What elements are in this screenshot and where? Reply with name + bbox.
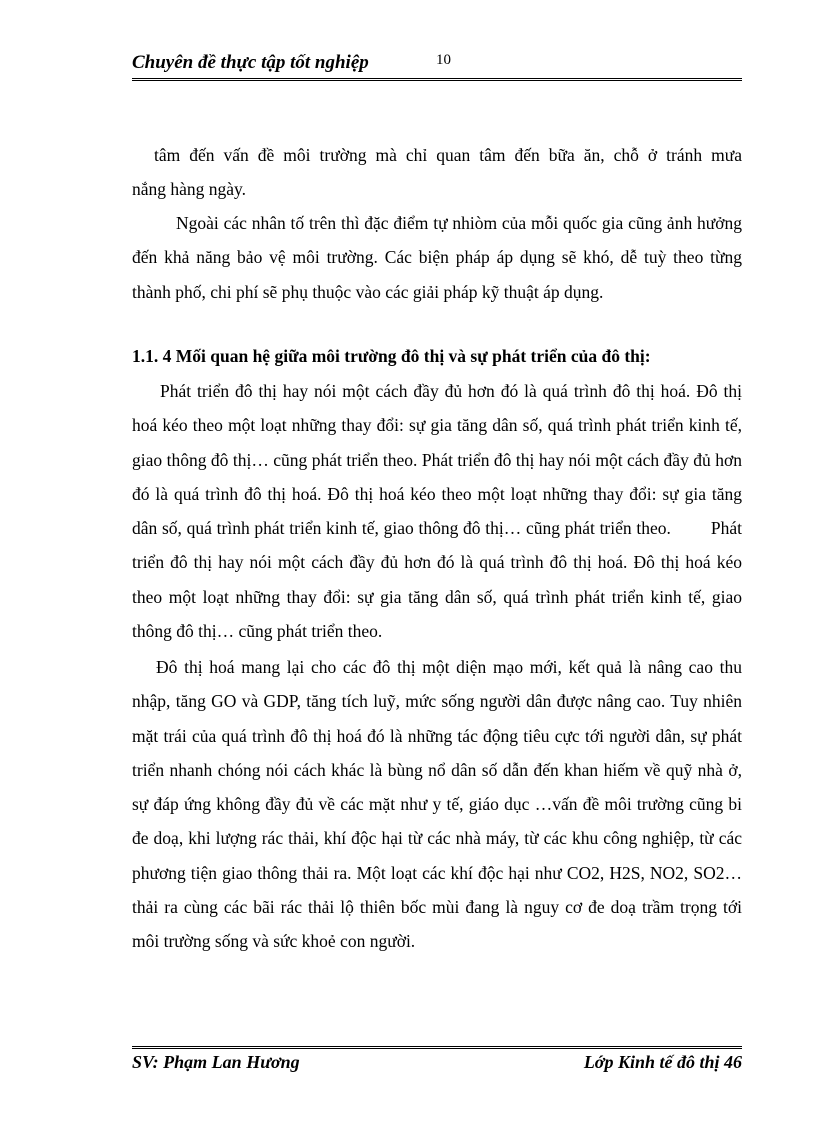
paragraph-3-part-1: Phát triển đô thị hay nói một cách đầy đủ hơn đó là quá trình đô thị hoá. Đô thị hoá kéo theo một loạt những thay đổi: sự gia tăng dân số, quá trình phát triển kinh tế, giao thông đô thị… cũng phát triển theo. Phát triển đô thị hay nói một cách đầy đủ hơn đó là quá trình đô thị hoá. Đô thị hoá kéo theo một loạt những thay đổi: sự gia tăng dân số, quá trình phát triển kinh tế, giao thông đô thị… cũng phát triển theo. <box>132 381 742 539</box>
page-header <box>132 52 742 81</box>
paragraph-3-part-2: Phát triển đô thị hay nói một cách đầy đủ hơn đó là quá trình đô thị hoá. Đô thị hoá kéo theo một loạt những thay đổi: sự gia tăng dân số, quá trình phát triển kinh tế, giao thông đô thị… cũng phát triển theo. <box>132 518 742 642</box>
paragraph-3 <box>132 374 742 648</box>
paragraph-1-line-1: tâm đến vấn đề môi trường mà chỉ quan tâm đến bữa ăn, chỗ ở tránh mưa <box>154 145 742 165</box>
footer-student: SV: Phạm Lan Hương <box>132 1052 300 1072</box>
footer-class: Lớp Kinh tế đô thị 46 <box>583 1052 742 1072</box>
page-footer <box>132 1046 742 1073</box>
paragraph-4: Đô thị hoá mang lại cho các đô thị một diện mạo mới, kết quả là nâng cao thu nhập, tăng GO và GDP, tăng tích luỹ, mức sống người dân được nâng cao. Tuy nhiên mặt trái của quá trình đô thị hoá đó là những tác động tiêu cực tới người dân, sự phát triển nhanh chóng nói cách khác là bùng nổ dân số dẫn đến khan hiếm về quỹ nhà ở, sự đáp ứng không đầy đủ về các mặt như y tế, giáo dục …vấn đề môi trường cũng bi đe doạ, khi lượng rác thải, khí độc hại từ các nhà máy, từ các khu công nghiệp, từ các phương tiện giao thông thải ra. Một loạt các khí độc hại như CO2, H2S, NO2, SO2… thải ra cùng các bãi rác thải lộ thiên bốc mùi đang là nguy cơ đe doạ trầm trọng tới môi trường sống và sức khoẻ con người. <box>132 657 742 952</box>
paragraph-2: Ngoài các nhân tố trên thì đặc điểm tự nhiòm của mỗi quốc gia cũng ảnh hưởng đến khả năng bảo vệ môi trường. Các biện pháp áp dụng sẽ khó, dễ tuỳ theo từng thành phố, chi phí sẽ phụ thuộc vào các giải pháp kỹ thuật áp dụng. <box>132 213 742 302</box>
paragraph-1-line-2: nắng hàng ngày. <box>132 179 247 200</box>
paragraph-1 <box>132 138 742 207</box>
header-title: Chuyên đề thực tập tốt nghiệp <box>132 52 369 73</box>
page-number: 10 <box>436 52 451 68</box>
section-heading: 1.1. 4 Mối quan hệ giữa môi trường đô thị và sự phát triển của đô thị: <box>132 346 651 366</box>
